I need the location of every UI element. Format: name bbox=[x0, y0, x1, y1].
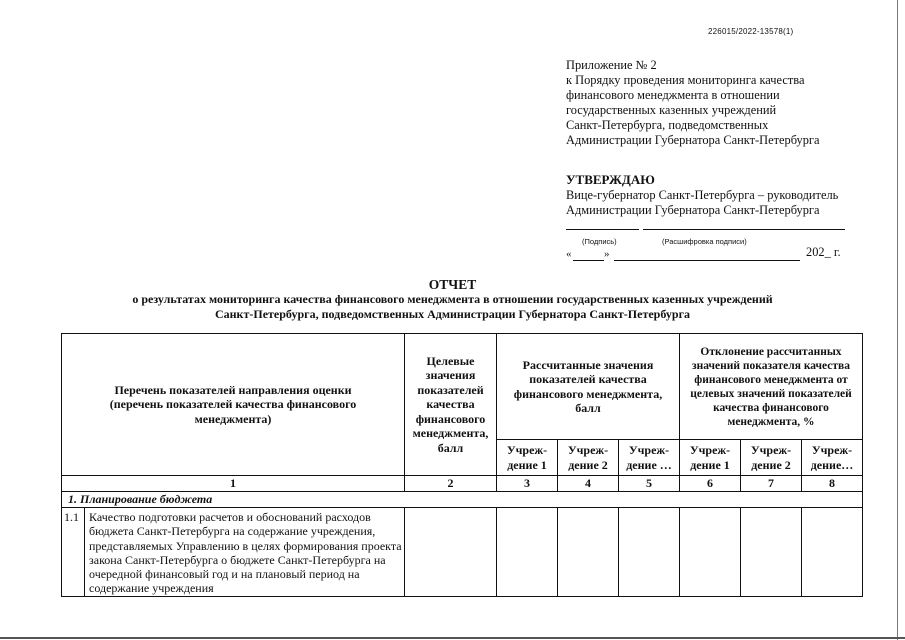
table-cell bbox=[497, 508, 558, 597]
date-quote-close: » bbox=[604, 248, 610, 260]
indicator-number: 1.1 bbox=[62, 508, 85, 596]
column-number: 1 bbox=[62, 476, 405, 492]
table-cell bbox=[558, 508, 619, 597]
column-number: 3 bbox=[497, 476, 558, 492]
report-subtitle-line: Санкт-Петербурга, подведомственных Администрации Губернатора Санкт-Петербурга bbox=[214, 307, 691, 321]
appendix-line: Приложение № 2 bbox=[566, 58, 657, 72]
date-year: 202_ г. bbox=[806, 245, 841, 259]
table-row bbox=[62, 508, 863, 597]
document-number: 226015/2022-13578(1) bbox=[708, 27, 794, 36]
date-quote-open: « bbox=[566, 248, 572, 260]
indicator-text: Качество подготовки расчетов и обоснований расходов бюджета Санкт-Петербурга на содержание учреждения, представляемых Управлению в целях формирования проекта закона Санкт-Петербурга о бюджете Санкт-Петербурга на очередной финансовый год и на плановый период на содержание учреждения bbox=[89, 510, 402, 596]
table-cell bbox=[680, 508, 741, 597]
decoding-line bbox=[643, 229, 845, 230]
column-number: 8 bbox=[802, 476, 863, 492]
calc-institution-2-header: Учреж-дение 2 bbox=[558, 440, 619, 476]
approval-line: Администрации Губернатора Санкт-Петербурга bbox=[566, 203, 820, 217]
appendix-block bbox=[566, 58, 896, 148]
indicator-cell bbox=[62, 508, 405, 597]
column-number: 7 bbox=[741, 476, 802, 492]
column-number: 5 bbox=[619, 476, 680, 492]
approval-position bbox=[566, 188, 896, 218]
date-month-line bbox=[614, 260, 800, 261]
column-number: 2 bbox=[405, 476, 497, 492]
calc-institution-1-header: Учреж-дение 1 bbox=[497, 440, 558, 476]
report-subtitle bbox=[60, 292, 845, 322]
section-heading-planning: 1. Планирование бюджета bbox=[62, 492, 863, 508]
report-subtitle-line: о результатах мониторинга качества финансового менеджмента в отношении государственных казенных учреждений bbox=[132, 292, 773, 306]
appendix-line: финансового менеджмента в отношении bbox=[566, 88, 780, 102]
column-number: 4 bbox=[558, 476, 619, 492]
table-cell bbox=[619, 508, 680, 597]
column-number: 6 bbox=[680, 476, 741, 492]
approval-line: Вице-губернатор Санкт-Петербурга – руководитель bbox=[566, 188, 839, 202]
signature-line bbox=[566, 229, 639, 230]
report-title: ОТЧЕТ bbox=[428, 277, 477, 292]
decoding-label: (Расшифровка подписи) bbox=[662, 237, 747, 246]
page-edge-bottom bbox=[0, 637, 905, 639]
dev-institution-1-header: Учреж-дение 1 bbox=[680, 440, 741, 476]
target-values-header: Целевые значения показателей качества финансового менеджмента, балл bbox=[405, 334, 497, 476]
appendix-line: к Порядку проведения мониторинга качества bbox=[566, 73, 805, 87]
signature-label: (Подпись) bbox=[582, 237, 617, 246]
table-cell bbox=[802, 508, 863, 597]
dev-institution-2-header: Учреж-дение 2 bbox=[741, 440, 802, 476]
table-cell bbox=[741, 508, 802, 597]
appendix-line: государственных казенных учреждений bbox=[566, 103, 777, 117]
table-cell bbox=[405, 508, 497, 597]
calc-institution-n-header: Учреж-дение … bbox=[619, 440, 680, 476]
calculated-values-header: Рассчитанные значения показателей качества финансового менеджмента, балл bbox=[497, 334, 680, 440]
approval-title: УТВЕРЖДАЮ bbox=[566, 172, 655, 187]
page-edge-right bbox=[897, 0, 898, 640]
dev-institution-n-header: Учреж-дение… bbox=[802, 440, 863, 476]
date-day-line bbox=[573, 260, 604, 261]
deviation-header: Отклонение рассчитанных значений показателя качества финансового менеджмента от целевых значений показателей качества финансового менеджмента, % bbox=[680, 334, 863, 440]
indicators-header: Перечень показателей направления оценки (перечень показателей качества финансового менеджмента) bbox=[62, 334, 405, 476]
appendix-line: Санкт-Петербурга, подведомственных bbox=[566, 118, 769, 132]
appendix-line: Администрации Губернатора Санкт-Петербурга bbox=[566, 133, 820, 147]
report-table bbox=[61, 333, 863, 597]
